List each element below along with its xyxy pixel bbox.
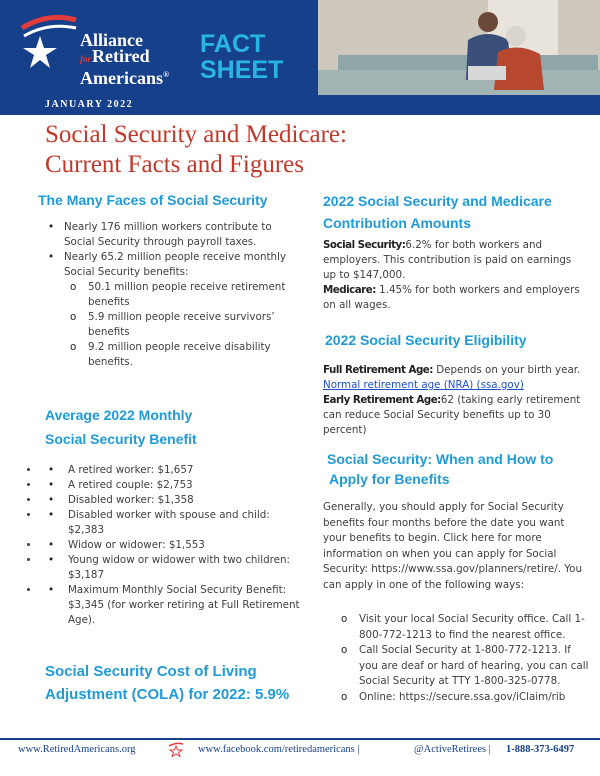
list-item: • • A retired worker: $1,657 (40, 463, 300, 478)
star-icon (168, 741, 184, 757)
facebook-link[interactable]: www.facebook.com/retiredamericans | (198, 744, 360, 755)
apply-heading: Social Security: When and How to Apply for Benefits (327, 451, 554, 487)
footer-divider (0, 738, 600, 740)
list-item: • • Disabled worker: $1,358 (40, 493, 300, 508)
list-item: • • Maximum Monthly Social Security Benefit: $3,345 (for worker retiring at Full Retirement Age). (40, 583, 300, 628)
fact-sheet-label: FACT SHEET (200, 30, 284, 84)
twitter-link[interactable]: @ActiveRetirees | (414, 744, 491, 755)
list-item: • • Disabled worker with spouse and child: $2,383 (40, 508, 300, 538)
apply-ways-list (313, 612, 593, 705)
list-item: • • Widow or widower: $1,553 (40, 538, 300, 553)
list-item: o Call Social Security at 1-800-772-1213. If you are deaf or hard of hearing, you can call Social Security at TTY 1-800-325-0778. (313, 643, 593, 690)
faces-heading: The Many Faces of Social Security (38, 192, 268, 208)
list-item: • • A retired couple: $2,753 (40, 478, 300, 493)
org-name: Alliance forRetired Americans® (80, 30, 169, 88)
eligibility-heading: 2022 Social Security Eligibility (325, 332, 527, 348)
list-item: • • Young widow or widower with two children: $3,187 (40, 553, 300, 583)
list-item: • Nearly 65.2 million people receive monthly Social Security benefits: (42, 250, 292, 280)
cola-heading: Social Security Cost of Living Adjustment (COLA) for 2022: 5.9% (45, 663, 290, 703)
header-banner (0, 0, 600, 95)
website-link[interactable]: www.RetiredAmericans.org (18, 744, 136, 755)
list-item: o Visit your local Social Security office. Call 1-800-772-1213 to find the nearest office. (313, 612, 593, 643)
page-title: Social Security and Medicare: Current Facts and Figures (45, 121, 347, 178)
list-item: o 9.2 million people receive disability benefits. (42, 340, 292, 370)
phone-number: 1-888-373-6497 (506, 744, 575, 755)
star-logo-icon (18, 10, 78, 70)
list-item: o 5.9 million people receive survivors’ benefits (42, 310, 292, 340)
eligibility-text: Full Retirement Age: Depends on your birth year. Normal retirement age (NRA) (ssa.gov) Early Retirement Age:62 (taking early retirement can reduce Social Security benefits up to 30 percent) (323, 364, 581, 436)
contribution-heading: 2022 Social Security and Medicare Contribution Amounts (323, 193, 552, 231)
footer (0, 744, 600, 764)
contribution-text: Social Security:6.2% for both workers and employers. This contribution is paid on earnings up to $147,000. Medicare: 1.45% for both workers and employers on all wages. (323, 239, 580, 311)
nra-link[interactable]: Normal retirement age (NRA) (ssa.gov) (323, 379, 524, 391)
header-photo (318, 0, 600, 95)
list-item: o 50.1 million people receive retirement benefits (42, 280, 292, 310)
list-item: o Online: https://secure.ssa.gov/iClaim/rib (313, 690, 593, 706)
faces-section (42, 220, 292, 370)
apply-paragraph: Generally, you should apply for Social Security benefits four months before the date you want your benefits to begin. Click here for more information on when you can apply for Social Security: https://www.ssa.gov/planners/retire/. You can apply in one of the following ways: (323, 501, 582, 591)
couple-photo-illustration (318, 0, 600, 95)
average-heading: Average 2022 Monthly Social Security Benefit (45, 407, 197, 447)
publication-date: JANUARY 2022 (45, 99, 134, 110)
average-list (40, 463, 300, 628)
list-item: • Nearly 176 million workers contribute to Social Security through payroll taxes. (42, 220, 292, 250)
